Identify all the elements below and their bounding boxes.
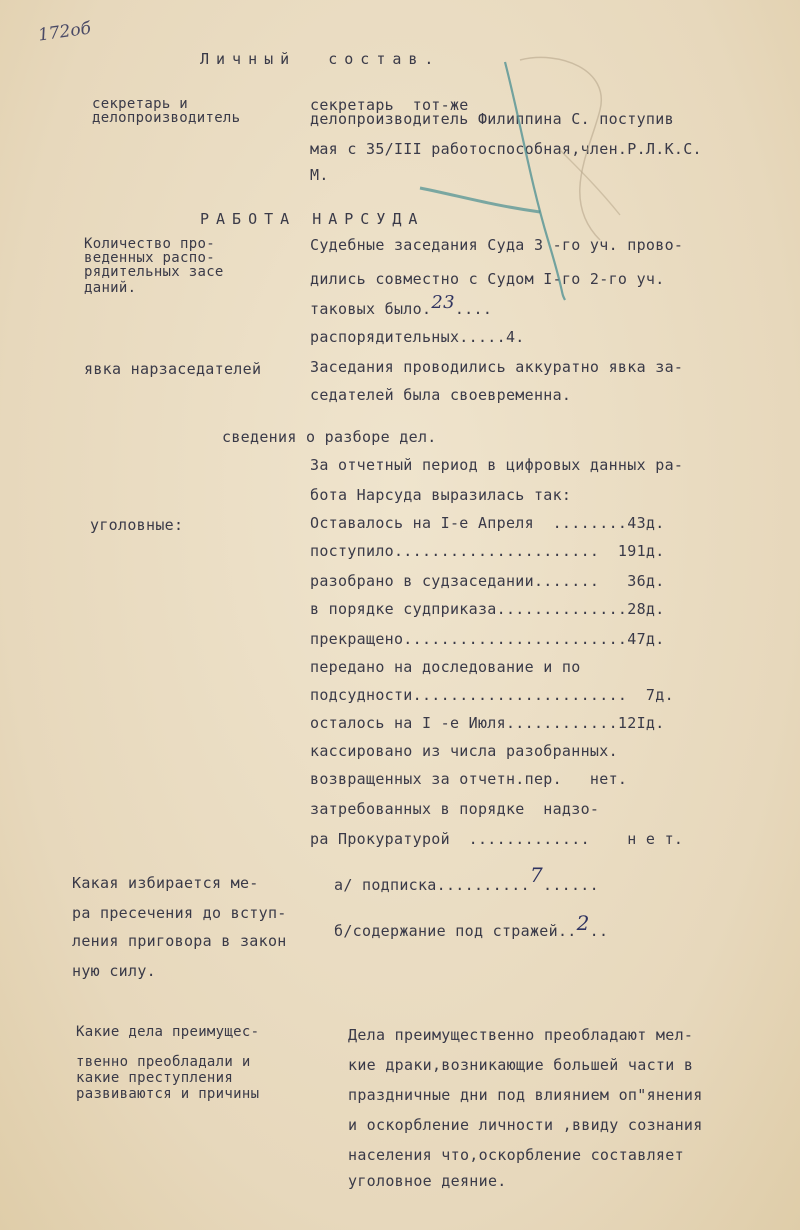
work-text1-2: дились совместно с Судом I-го 2-го уч. (310, 270, 665, 288)
cases-row: передано на доследование и по (310, 658, 581, 676)
cases-intro-2: бота Нарсуда выразилась так: (310, 486, 572, 504)
work-text2-1: Заседания проводились аккуратно явка за- (310, 358, 684, 376)
archive-number: 172об (36, 18, 93, 46)
pencil-stroke-long (505, 62, 565, 300)
measures-label-2: ра пресечения до вступ- (72, 904, 287, 922)
held-sessions-prefix: таковых было. (310, 300, 432, 318)
cases-row: подсудности....................... 7д. (310, 686, 674, 704)
heading-cases: сведения о разборе дел. (222, 428, 437, 446)
personnel-text-2: делопроизводитель Филиппина С. поступив (310, 110, 674, 128)
work-text2-2: седателей была своевременна. (310, 386, 572, 404)
measure-b-count: 2 (576, 911, 590, 935)
measures-label-4: ную силу. (72, 962, 156, 980)
work-label1-2: веденных распо- (84, 250, 215, 266)
heading-work: РАБОТА НАРСУДА (200, 210, 425, 228)
heading-personnel: Личный состав. (200, 50, 441, 68)
cases-row: в порядке судприказа..............28д. (310, 600, 665, 618)
prevailing-text-3: праздничные дни под влиянием оп"янения (348, 1086, 703, 1104)
prevailing-label-2: твенно преобладали и (76, 1054, 251, 1070)
prevailing-text-2: кие драки,возникающие большей части в (348, 1056, 694, 1074)
measure-a-count: 7 (529, 863, 543, 887)
prevailing-text-5: населения что,оскорбление составляет (348, 1146, 684, 1164)
prevailing-text-6: уголовное деяние. (348, 1172, 507, 1190)
work-label1-4: даний. (84, 280, 137, 296)
cases-row: затребованных в порядке надзо- (310, 800, 600, 818)
personnel-text-1: секретарь тот-же (310, 96, 469, 114)
cases-row: осталось на I -е Июля............12Iд. (310, 714, 665, 732)
work-label2: явка нарзаседателей (84, 360, 262, 378)
prevailing-text-4: и оскорбление личности ,ввиду сознания (348, 1116, 703, 1134)
measures-label-1: Какая избирается ме- (72, 874, 259, 892)
personnel-label-1: секретарь и (92, 96, 189, 112)
cases-row: кассировано из числа разобранных. (310, 742, 618, 760)
work-text1-4: распорядительных.....4. (310, 328, 525, 346)
personnel-text-4: М. (310, 166, 329, 184)
personnel-label-2: делопроизводитель (92, 110, 241, 126)
measure-a-prefix: а/ подписка.......... (334, 876, 530, 894)
pencil-stroke-faint-2 (560, 150, 620, 215)
work-text1-1: Судебные заседания Суда 3 -го уч. прово- (310, 236, 684, 254)
work-label1-3: рядительных засе (84, 264, 224, 280)
cases-row: разобрано в судзаседании....... 36д. (310, 572, 665, 590)
cases-row: ра Прокуратурой ............. н е т. (310, 830, 684, 848)
prevailing-label-4: развиваются и причины (76, 1086, 260, 1102)
prevailing-label-1: Какие дела преимущес- (76, 1024, 260, 1040)
cases-row: возвращенных за отчетн.пер. нет. (310, 770, 628, 788)
prevailing-text-1: Дела преимущественно преобладают мел- (348, 1026, 694, 1044)
personnel-text-3: мая с 35/III работоспособная,член.Р.Л.К.С. (310, 140, 702, 158)
pencil-stroke-faint (520, 57, 601, 240)
measure-b-prefix: б/содержание под стражей.. (334, 922, 577, 940)
cases-row: прекращено........................47д. (310, 630, 665, 648)
measure-b-suffix: .. (589, 922, 609, 940)
measure-a-suffix: ...... (542, 876, 599, 894)
work-label1-1: Количество про- (84, 236, 215, 252)
pencil-stroke-underline (420, 188, 540, 212)
measures-label-3: ления приговора в закон (72, 932, 287, 950)
held-sessions-count: 23 (431, 292, 455, 313)
prevailing-label-3: какие преступления (76, 1070, 234, 1086)
cases-row: Оставалось на I-е Апреля ........43д. (310, 514, 665, 532)
cases-label-criminal: уголовные: (90, 516, 184, 534)
held-sessions-suffix: .... (454, 300, 493, 318)
cases-row: поступило...................... 191д. (310, 542, 665, 560)
cases-intro-1: За отчетный период в цифровых данных ра- (310, 456, 684, 474)
